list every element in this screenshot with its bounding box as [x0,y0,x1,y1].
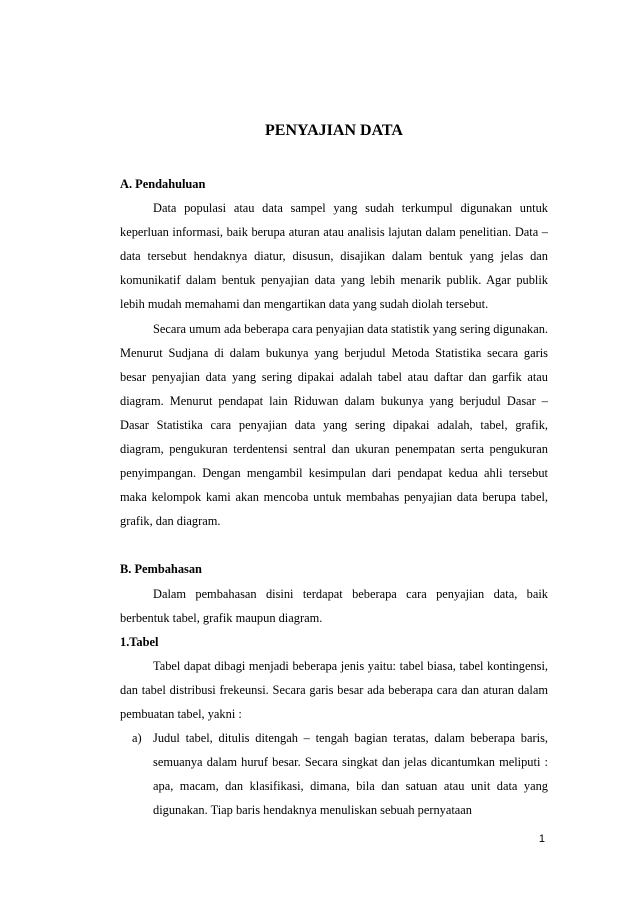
table-rules-list [120,726,548,822]
list-item [120,726,548,822]
subsection-tabel-paragraph: Tabel dapat dibagi menjadi beberapa jenis yaitu: tabel biasa, tabel kontingensi, dan tabel distribusi frekeunsi. Secara garis besar ada beberapa cara dan aturan dalam pembuatan tabel, yakni : [120,658,548,721]
list-item-text: Judul tabel, ditulis ditengah – tengah bagian teratas, dalam beberapa baris, semuanya dalam huruf besar. Secara singkat dan jelas dicantumkan meliputi : apa, macam, dan klasifikasi, dimana, bila dan satuan atau unit data yang digunakan. Tiap baris hendaknya menuliskan sebuah pernyataan [153,731,548,818]
document-body [120,172,548,822]
page-number: 1 [538,833,545,845]
section-a-paragraph-2: Secara umum ada beberapa cara penyajian data statistik yang sering digunakan. Menurut Sudjana di dalam bukunya yang berjudul Metoda Statistika secara garis besar penyajian data yang sering dipakai adalah tabel atau daftar dan garfik atau diagram. Menurut pendapat lain Riduwan dalam bukunya yang berjudul Dasar – Dasar Statistika cara penyajian data yang sering dipakai adalah, tabel, grafik, diagram, pengukuran terdentensi sentral dan ukuran penempatan serta pengukuran penyimpangan. Dengan mengambil kesimpulan dari pendapat kedua ahli tersebut maka kelompok kami akan mencoba untuk membahas penyajian data berupa tabel, grafik, dan diagram. [120,321,548,529]
list-item-marker: a) [132,731,142,746]
section-a-paragraph-1: Data populasi atau data sampel yang sudah terkumpul digunakan untuk keperluan informasi, baik berupa aturan atau analisis lajutan dalam penelitian. Data – data tersebut hendaknya diatur, disusun, disajikan dalam bentuk yang jelas dan komunikatif dalam bentuk penyajian data yang lebih menarik publik. Agar publik lebih mudah memahami dan mengartikan data yang sudah diolah tersebut. [120,201,548,312]
subsection-tabel-heading: 1.Tabel [120,634,159,649]
section-b-heading: B. Pembahasan [120,562,202,577]
section-b-paragraph: Dalam pembahasan disini terdapat beberapa cara penyajian data, baik berbentuk tabel, grafik maupun diagram. [120,586,548,625]
section-spacer [120,533,548,557]
section-a-heading: A. Pendahuluan [120,177,206,191]
page-title: PENYAJIAN DATA [265,122,403,139]
